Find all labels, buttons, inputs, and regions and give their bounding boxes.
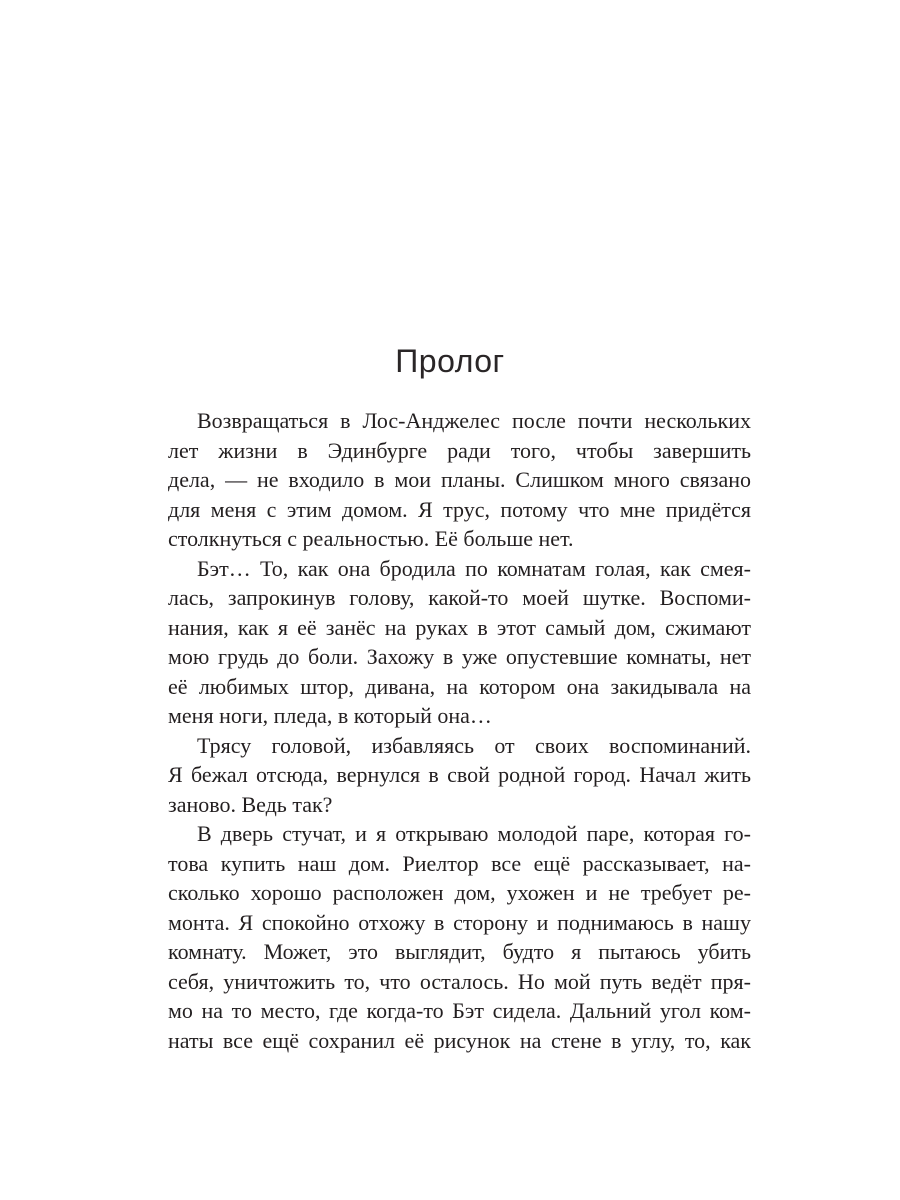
text-line: дела, — не входило в мои планы. Слишком много связано (168, 467, 751, 492)
body-text (168, 406, 751, 1055)
text-line: лет жизни в Эдинбурге ради того, чтобы завершить (168, 437, 751, 463)
text-line: столкнуться с реальностью. Её больше нет. (168, 526, 574, 551)
text-line: лась, запрокинув голову, какой-то моей шутке. Воспоми- (168, 585, 751, 610)
text-line: комнату. Может, это выглядит, будто я пытаюсь убить (168, 939, 751, 964)
text-line: Я бежал отсюда, вернулся в свой родной город. Начал жить (168, 762, 751, 787)
text-line: Возвращаться в Лос-Анджелес после почти нескольких (197, 408, 751, 433)
text-line: В дверь стучат, и я открываю молодой паре, которая го- (197, 821, 751, 846)
text-line: монта. Я спокойно отхожу в сторону и поднимаюсь в нашу (168, 909, 751, 935)
text-line: сколько хорошо расположен дом, ухожен и не требует ре- (168, 880, 751, 905)
text-line: това купить наш дом. Риелтор все ещё рассказывает, на- (168, 850, 751, 876)
chapter-title: Пролог (395, 343, 505, 379)
text-line: наты все ещё сохранил её рисунок на стене в углу, то, как (168, 1027, 751, 1053)
text-line: мою грудь до боли. Захожу в уже опустевшие комнаты, нет (168, 644, 751, 669)
text-line: Бэт… То, как она бродила по комнатам голая, как смея- (197, 555, 751, 581)
text-line: её любимых штор, дивана, на котором она закидывала на (168, 673, 751, 699)
text-line: меня ноги, пледа, в который она… (168, 703, 492, 728)
text-line: мо на то место, где когда-то Бэт сидела. Дальний угол ком- (168, 998, 751, 1023)
text-line: для меня с этим домом. Я трус, потому что мне придётся (168, 496, 751, 522)
text-line: заново. Ведь так? (168, 791, 333, 817)
text-line: Трясу головой, избавляясь от своих воспоминаний. (197, 732, 751, 758)
text-line: нания, как я её занёс на руках в этот самый дом, сжимают (168, 614, 751, 640)
text-line: себя, уничтожить то, что осталось. Но мой путь ведёт пря- (168, 968, 751, 994)
